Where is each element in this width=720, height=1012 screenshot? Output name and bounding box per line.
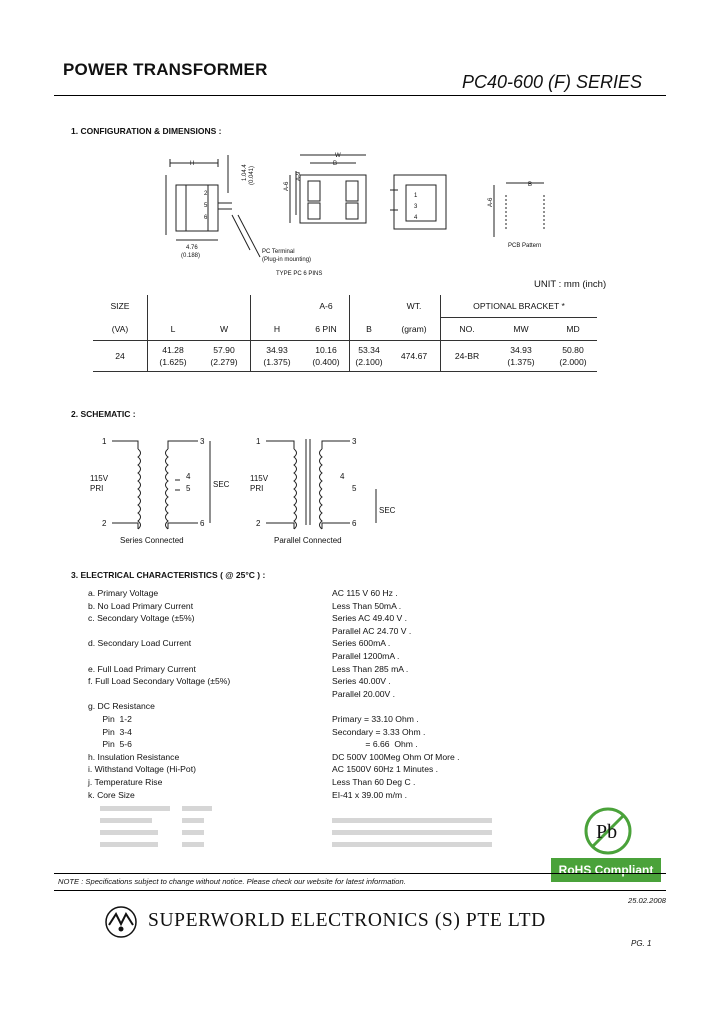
footer-date: 25.02.2008 xyxy=(628,896,667,905)
dim-h-label: H xyxy=(190,161,195,167)
table-cell: 34.93 (1.375) xyxy=(251,341,304,372)
table-header-cell: (VA) xyxy=(93,318,148,341)
pin-3-label: 3 xyxy=(200,437,205,446)
pc-terminal-label: PC Terminal xyxy=(262,249,295,255)
footer-note: NOTE : Specifications subject to change without notice. Please check our website for latest information. xyxy=(58,877,406,886)
spec-value: AC 1500V 60Hz 1 Minutes . xyxy=(332,764,439,775)
spec-label: h. Insulation Resistance xyxy=(88,751,180,762)
pri-voltage-label: 115V xyxy=(90,474,109,483)
section-electrical-heading: 3. ELECTRICAL CHARACTERISTICS ( @ 25°C ) : xyxy=(71,570,266,580)
table-header-cell: OPTIONAL BRACKET * xyxy=(441,295,598,318)
spec-label: Pin 5-6 xyxy=(88,739,132,750)
spec-value: Less Than 50mA . xyxy=(332,600,402,611)
dim-a9-label: A-9 xyxy=(296,171,302,181)
unit-label: UNIT : mm (inch) xyxy=(534,279,607,290)
spec-label: k. Core Size xyxy=(88,789,135,800)
spec-value: Series AC 49.40 V . xyxy=(332,613,407,624)
rohs-badge: RoHS Compliant xyxy=(551,858,661,882)
pin-3-label: 3 xyxy=(352,437,357,446)
series-name: PC40-600 (F) SERIES xyxy=(462,72,643,92)
type-label: TYPE PC 6 PINS xyxy=(276,271,323,277)
pri-label: PRI xyxy=(250,484,264,493)
table-header-cell: MD xyxy=(549,318,597,341)
dim-b-label: B xyxy=(333,161,338,167)
pb-free-icon xyxy=(582,805,634,857)
spec-label: c. Secondary Voltage (±5%) xyxy=(88,613,195,624)
parallel-caption: Parallel Connected xyxy=(274,536,342,545)
section-schematic-heading: 2. SCHEMATIC : xyxy=(71,409,136,419)
dim-0188-label: (0.188) xyxy=(181,253,201,259)
side-pin-label: 5 xyxy=(204,203,208,209)
spec-label: e. Full Load Primary Current xyxy=(88,663,196,674)
spec-value: Series 40.00V . xyxy=(332,676,391,687)
company-logo-icon xyxy=(104,905,138,939)
electrical-labels xyxy=(88,587,328,801)
table-header-cell: A-6 xyxy=(319,301,333,312)
dimension-drawing xyxy=(150,145,570,280)
end-pin-label: 1 xyxy=(414,193,418,199)
spec-value: Series 600mA . xyxy=(332,638,391,649)
spec-value: Secondary = 3.33 Ohm . xyxy=(332,726,426,737)
spec-value: Parallel 20.00V . xyxy=(332,688,396,699)
table-cell: 10.16 (0.400) xyxy=(303,341,350,372)
table-header-cell: B xyxy=(350,318,389,341)
dim-a6-label: A-6 xyxy=(284,181,290,191)
pin-spacing-label: 1.04.4 xyxy=(242,164,248,181)
faint-ghost-rows xyxy=(100,803,500,853)
pin-2-label: 2 xyxy=(102,519,107,528)
note-rule-top xyxy=(54,873,666,874)
spec-value: AC 115 V 60 Hz . xyxy=(332,588,398,598)
table-cell: 57.90 (2.279) xyxy=(198,341,251,372)
table-cell: 24-BR xyxy=(441,341,494,372)
pin-5-label: 5 xyxy=(352,484,357,493)
table-cell: 50.80 (2.000) xyxy=(549,341,597,372)
pcb-pattern-label: PCB Pattern xyxy=(508,243,542,249)
spec-value: DC 500V 100Meg Ohm Of More . xyxy=(332,751,460,762)
sec-label: SEC xyxy=(213,480,230,489)
spec-label xyxy=(88,625,328,638)
spec-value: Primary = 33.10 Ohm . xyxy=(332,713,419,724)
section-config-heading: 1. CONFIGURATION & DIMENSIONS : xyxy=(71,126,222,136)
pin-6-label: 6 xyxy=(352,519,357,528)
spec-label: d. Secondary Load Current xyxy=(88,638,192,649)
pin-1-label: 1 xyxy=(256,437,261,446)
table-header-cell xyxy=(198,295,251,318)
plug-in-label: (Plug-in mounting) xyxy=(262,257,312,263)
table-header-cell: L xyxy=(148,318,199,341)
header-rule xyxy=(54,95,666,96)
table-header-cell xyxy=(251,295,304,318)
table-cell: 41.28 (1.625) xyxy=(148,341,199,372)
table-row xyxy=(93,341,597,372)
spec-label: Pin 3-4 xyxy=(88,726,132,737)
end-pin-label: 4 xyxy=(414,215,418,221)
spec-label: b. No Load Primary Current xyxy=(88,600,194,611)
front-view-body xyxy=(300,175,366,223)
company-name: SUPERWORLD ELECTRONICS (S) PTE LTD xyxy=(148,910,546,931)
dim-w-label: W xyxy=(335,153,341,159)
spec-label xyxy=(88,688,328,701)
pin-2-label: 2 xyxy=(256,519,261,528)
spec-value: Less Than 60 Deg C . xyxy=(332,776,416,787)
table-header-cell xyxy=(350,295,389,318)
note-rule-bottom xyxy=(54,890,666,891)
table-header-cell: H xyxy=(251,318,304,341)
pin-6-label: 6 xyxy=(200,519,205,528)
table-header-cell: SIZE xyxy=(110,301,130,312)
spec-label: i. Withstand Voltage (Hi-Pot) xyxy=(88,764,196,775)
table-cell: 24 xyxy=(93,341,148,372)
pcb-b-label: B xyxy=(528,182,533,188)
spec-value: Less Than 285 mA . xyxy=(332,663,409,674)
pin-4-label: 4 xyxy=(186,472,191,481)
table-cell: 474.67 xyxy=(388,341,441,372)
spec-label: g. DC Resistance xyxy=(88,701,155,712)
table-header-cell xyxy=(148,295,199,318)
table-header-cell: WT. xyxy=(406,301,422,312)
schematic-diagram xyxy=(80,425,400,550)
spec-label: f. Full Load Secondary Voltage (±5%) xyxy=(88,676,231,687)
pin-4-label: 4 xyxy=(340,472,345,481)
spec-value: Parallel 1200mA . xyxy=(332,650,400,661)
page-number: PG. 1 xyxy=(631,939,652,948)
sec-label: SEC xyxy=(379,506,396,515)
spec-value xyxy=(332,700,552,713)
table-header-row-2 xyxy=(93,318,597,341)
side-view-body xyxy=(176,185,218,231)
dimension-table xyxy=(93,295,597,372)
pcb-a6-label: A-6 xyxy=(488,197,494,207)
series-caption: Series Connected xyxy=(120,536,184,545)
doc-title: POWER TRANSFORMER xyxy=(63,60,268,79)
pin-1-label: 1 xyxy=(102,437,107,446)
table-header-row-1 xyxy=(93,295,597,318)
table-cell: 53.34 (2.100) xyxy=(350,341,389,372)
side-pin-label: 2 xyxy=(204,191,208,197)
spec-value: EI-41 x 39.00 m/m . xyxy=(332,789,407,800)
side-pin-label: 6 xyxy=(204,215,208,221)
pcb-pattern xyxy=(506,195,544,230)
pin-5-label: 5 xyxy=(186,484,191,493)
pin-spacing-inch-label: (0.041) xyxy=(249,165,255,185)
spec-label xyxy=(88,650,328,663)
pb-label: Pb xyxy=(596,821,618,843)
spec-label: a. Primary Voltage xyxy=(88,588,159,598)
table-cell: 34.93 (1.375) xyxy=(493,341,549,372)
table-header-cell: W xyxy=(198,318,251,341)
spec-value: = 6.66 Ohm . xyxy=(332,739,418,750)
table-header-cell: 6 PIN xyxy=(303,318,350,341)
electrical-values xyxy=(332,587,552,801)
pri-voltage-label: 115V xyxy=(250,474,269,483)
table-header-cell: (gram) xyxy=(388,318,441,341)
spec-value: Parallel AC 24.70 V . xyxy=(332,625,412,636)
table-header-cell: NO. xyxy=(441,318,494,341)
spec-label: j. Temperature Rise xyxy=(88,776,163,787)
end-pin-label: 3 xyxy=(414,204,418,210)
table-header-cell: MW xyxy=(493,318,549,341)
spec-label: Pin 1-2 xyxy=(88,713,132,724)
dim-476-label: 4.76 xyxy=(186,245,198,251)
pri-label: PRI xyxy=(90,484,104,493)
